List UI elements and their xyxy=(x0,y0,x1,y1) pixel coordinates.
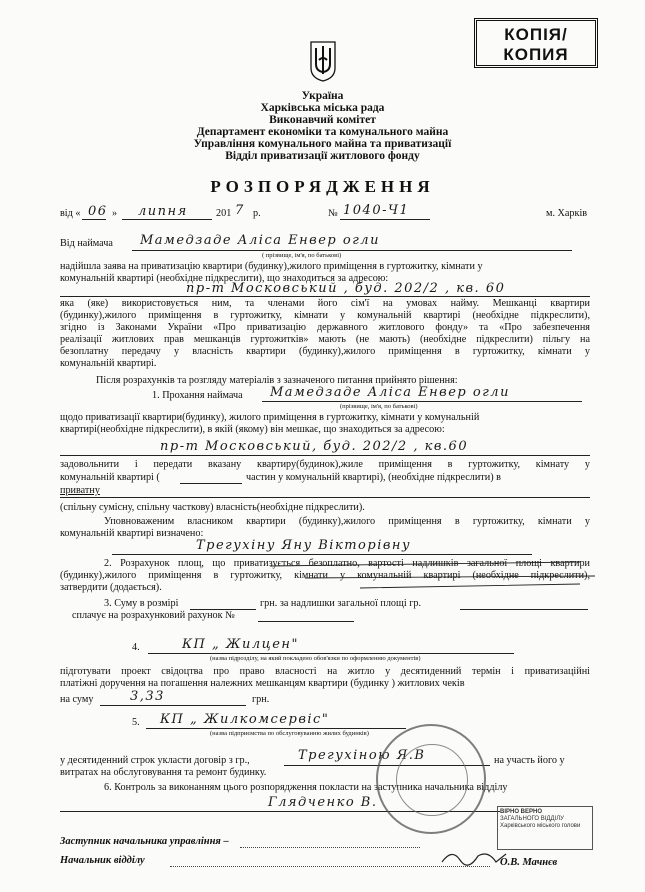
item1-p2: квартирі(необхідне підкреслити), в якій (якому) він мешкає, що знаходиться за адресою: xyxy=(60,424,445,435)
item1-p1: щодо приватизації квартири(будинку), жилого приміщення в гуртожитку, кімнати у комунальній xyxy=(60,412,480,423)
date-year-prefix: 201 xyxy=(216,208,232,219)
item1-p7: Уповноваженим власником квартири (будинку),жилого приміщення в гуртожитку, кімнати у xyxy=(104,516,590,527)
date-prefix: від « xyxy=(60,208,81,219)
item6-p1: 6. Контроль за виконанням цього розпорядження покласти на заступника начальника відділу xyxy=(104,782,508,793)
item6-name: Глядченко В. xyxy=(268,795,378,810)
item1-address: пр-т Московський, буд. 202/2 , кв.60 xyxy=(160,439,469,454)
trident-emblem-icon xyxy=(309,38,337,82)
item4-hint: (назва підрозділу, на який покладено обов'язки по оформленню документів) xyxy=(210,655,421,662)
date-year-suffix: 7 xyxy=(235,203,245,218)
employer-label: Від наймача xyxy=(60,238,113,249)
copy-stamp-line1: КОПІЯ/ xyxy=(504,25,568,44)
copy-stamp xyxy=(474,18,598,68)
official-round-stamp xyxy=(376,724,486,834)
date-year-unit: р. xyxy=(253,208,261,219)
application-p1: надійшла заява на приватизацію квартири (будинку),жилого приміщення в гуртожитку, кімнати у xyxy=(60,261,483,272)
certified-copy-stamp xyxy=(497,806,593,850)
item3-p1b: грн. за надлишки загальної площі гр. xyxy=(260,598,422,609)
document-number: 1040-Ч1 xyxy=(343,203,410,218)
item5-p1b: на участь його у xyxy=(494,755,565,766)
city: м. Харків xyxy=(546,208,588,219)
header-committee: Виконавчий комітет xyxy=(269,114,376,126)
certified-copy-line1: ВІРНО ВЕРНО xyxy=(500,809,543,815)
header-country: Україна xyxy=(301,90,344,102)
item1-hint: (прізвище, ім'я, по батькові) xyxy=(340,403,418,410)
item4-p1: підготувати проект свідоцтва про право власності на житло у десятиденний термін і приватизаційні xyxy=(60,666,590,677)
application-p8: комунальній квартирі. xyxy=(60,358,157,369)
item1-p3: задовольнити і передати вказану квартиру(будинок),жиле приміщення в гуртожитку, кімнату у xyxy=(60,459,590,470)
copy-stamp-line2: КОПИЯ xyxy=(503,45,569,64)
item1-owner: Трегухіну Яну Вікторівну xyxy=(196,538,412,553)
item2-p1: 2. Розрахунок площ, що приватизується безоплатно, вартості надлишків загальної площі квартири xyxy=(104,558,590,569)
application-address: пр-т Московський , буд. 202/2 , кв. 60 xyxy=(186,281,506,296)
application-p2: комунальній квартирі (необхідне підкреслити), що знаходиться за адресою: xyxy=(60,273,389,284)
document-title: РОЗПОРЯДЖЕННЯ xyxy=(210,177,435,196)
employer-name: Мамедзаде Аліса Енвер огли xyxy=(140,233,380,248)
item5-hint: (назва підприємства по обслуговуванню жилих будинків) xyxy=(210,730,369,737)
item2-p2: (будинку),жилого приміщення в гуртожитку, кімнати у комунальній квартирі (необхідне підкреслити), xyxy=(60,570,590,581)
application-p3: яка (яке) використовується ним, та членами його сім'ї на умовах найму. Мешканці квартири xyxy=(60,298,590,309)
item1-label: 1. Прохання наймача xyxy=(152,390,243,401)
certified-copy-line3: Харківського міського голови xyxy=(500,823,581,829)
item5-person: Трегухіною Я.В xyxy=(298,748,426,763)
item5-org: КП „ Жилкомсервіс" xyxy=(160,712,330,727)
decision-intro: Після розрахунків та розгляду матеріалів з зазначеного питання прийнято рішення: xyxy=(96,375,458,386)
date-mid: » xyxy=(112,208,118,219)
application-p7: безоплатну передачу у власність квартири (будинку),жилого приміщення в гуртожитку, кімнати у xyxy=(60,346,590,357)
employer-hint: ( прізвище, ім'я, по батькові) xyxy=(262,252,342,259)
item1-p8: комунальній квартирі визначено: xyxy=(60,528,204,539)
item1-p4a: комунальній квартирі ( xyxy=(60,472,160,483)
signer-name: О.В. Мачнєв xyxy=(500,857,558,868)
header-division: Відділ приватизації житлового фонду xyxy=(225,150,420,162)
item1-name: Мамедзаде Аліса Енвер огли xyxy=(270,385,510,400)
item1-p5: приватну xyxy=(60,485,100,496)
item5-p1a: у десятиденний строк укласти договір з гр., xyxy=(60,755,250,766)
header-department: Департамент економіки та комунального майна xyxy=(196,126,449,138)
item4-sum: 3,33 xyxy=(130,689,165,704)
item5-num: 5. xyxy=(132,717,140,728)
number-prefix: № xyxy=(328,208,338,219)
application-p5: згідно із Законами України «Про приватизацію державного житлового фонду» та «Про забезпечення xyxy=(60,322,590,333)
item3-p2: сплачує на розрахунковий рахунок № xyxy=(72,610,235,621)
item4-p3b: грн. xyxy=(252,694,270,705)
item4-num: 4. xyxy=(132,642,140,653)
header-office: Управління комунального майна та приватизації xyxy=(193,138,452,150)
item1-p4b: частин у комунальній квартирі), (необхідне підкреслити) в xyxy=(246,472,501,483)
item5-p2: витратах на обслуговування та ремонт будинку. xyxy=(60,767,267,778)
strike-lines xyxy=(60,558,600,598)
item1-p6: (спільну сумісну, спільну часткову) власність(необхідне підкреслити). xyxy=(60,502,365,513)
certified-copy-line2: ЗАГАЛЬНОГО ВІДДІЛУ xyxy=(500,816,564,822)
deputy-head-label: Заступник начальника управління – xyxy=(60,836,229,847)
application-p4: (будинку),жилого приміщення в гуртожитку, кімнати у комунальній квартирі (необхідне підкреслити), xyxy=(60,310,590,321)
application-p6: реалізації житлових прав мешканців гуртожитків» мають (не мають) (необхідне підкреслити) пільгу на xyxy=(60,334,590,345)
division-head-label: Начальник відділу xyxy=(60,855,145,866)
header-council: Харківська міська рада xyxy=(260,102,385,114)
item4-p3a: на суму xyxy=(60,694,94,705)
item2-p3: затвердити (додається). xyxy=(60,582,162,593)
item4-p2: платіжні доручення на погашення належних мешканцям квартири (будинку ) житлових чеків xyxy=(60,678,465,689)
date-month: липня xyxy=(138,204,188,219)
date-day: 06 xyxy=(88,204,108,219)
item3-p1a: 3. Суму в розмірі xyxy=(104,598,179,609)
item4-org: КП „ Жилцен" xyxy=(182,637,299,652)
